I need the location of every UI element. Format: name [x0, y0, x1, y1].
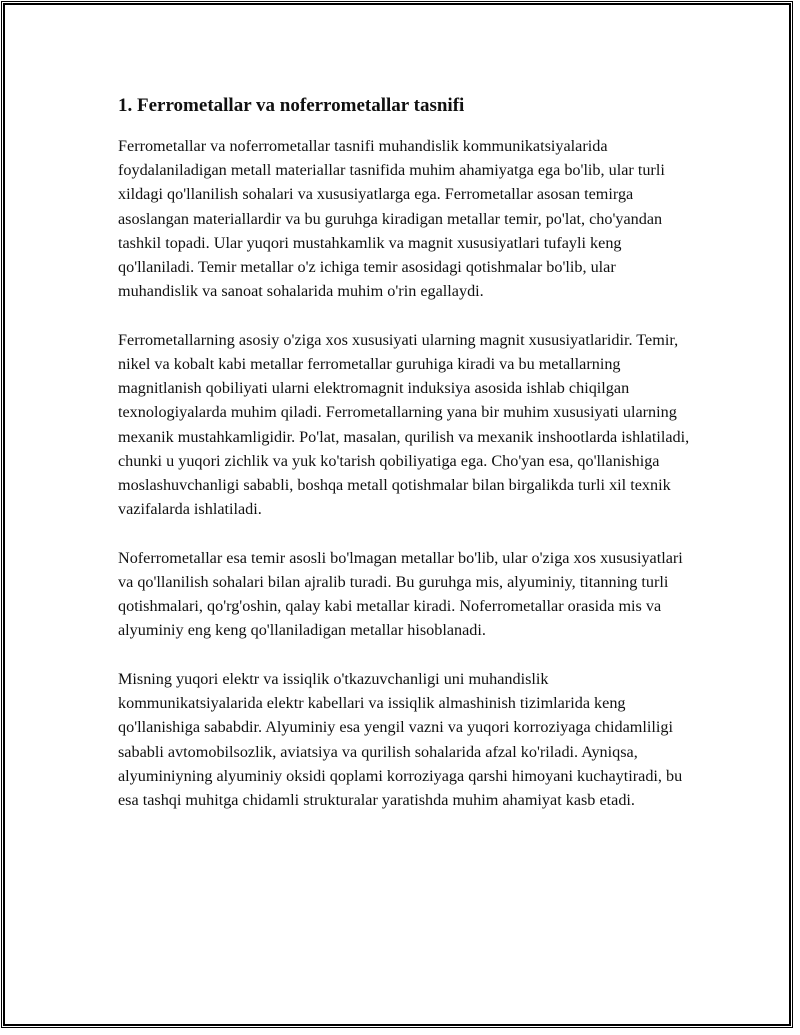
paragraph-2: Ferrometallarning asosiy o'ziga xos xususiyati ularning magnit xususiyatlaridir. Temir, nikel va kobalt kabi metallar ferrometallar guruhiga kiradi va bu metallarning magnitlanish qobiliyati ularni elektromagnit induksiya asosida ishlab chiqilgan texnologiyalarda muhim qiladi. Ferrometallarning yana bir muhim xususiyati ularning mexanik mustahkamligidir. Po'lat, masalan, qurilish va mexanik inshootlarda ishlatiladi, chunki u yuqori zichlik va yuk ko'tarish qobiliyatiga ega. Cho'yan esa, qo'llanishiga moslashuvchanligi sababli, boshqa metall qotishmalar bilan birgalikda turli xil texnik vazifalarda ishlatiladi.: [118, 330, 690, 519]
paragraph-1: Ferrometallar va noferrometallar tasnifi muhandislik kommunikatsiyalarida foydalaniladigan metall materiallar tasnifida muhim ahamiyatga ega bo'lib, ular turli xildagi qo'llanilish sohalari va xususiyatlarga ega. Ferrometallar asosan temirga asoslangan materiallardir va bu guruhga kiradigan metallar temir, po'lat, cho'yandan tashkil topadi. Ular yuqori mustahkamlik va magnit xususiyatlari tufayli keng qo'llaniladi. Temir metallar o'z ichiga temir asosidagi qotishmalar bo'lib, ular muhandislik va sanoat sohalarida muhim o'rin egallaydi.: [118, 137, 665, 301]
paragraph-4: Misning yuqori elektr va issiqlik o'tkazuvchanligi uni muhandislik kommunikatsiyalarida elektr kabellari va issiqlik almashinish tizimlarida keng qo'llanishiga sababdir. Alyuminiy esa yengil vazni va yuqori korroziyaga chidamliligi sababli avtomobilsozlik, aviatsiya va qurilish sohalarida afzal ko'riladi. Ayniqsa, alyuminiyning alyuminiy oksidi qoplami korroziyaga qarshi himoyani kuchaytiradi, bu esa tashqi muhitga chidamli strukturalar yaratishda muhim ahamiyat kasb etadi.: [118, 670, 683, 810]
document-content: [118, 94, 693, 837]
section-heading: 1. Ferrometallar va noferrometallar tasnifi: [118, 95, 465, 116]
paragraph-3: Noferrometallar esa temir asosli bo'lmagan metallar bo'lib, ular o'ziga xos xususiyatlari va qo'llanilish sohalari bilan ajralib turadi. Bu guruhga mis, alyuminiy, titanning turli qotishmalari, qo'rg'oshin, qalay kabi metallar kiradi. Noferrometallar orasida mis va alyuminiy eng keng qo'llaniladigan metallar hisoblanadi.: [118, 548, 683, 640]
